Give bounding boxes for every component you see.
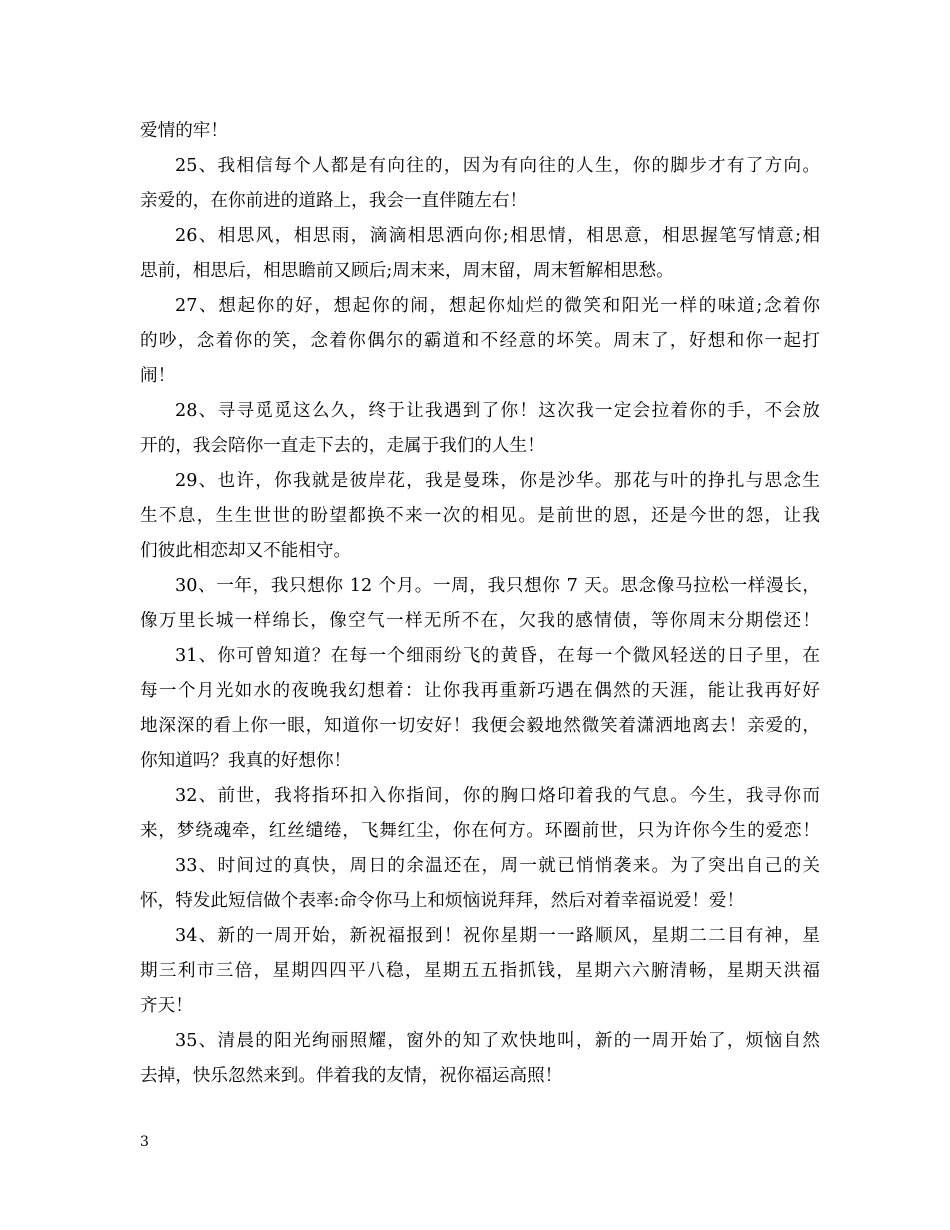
text-line: 闹！ — [140, 366, 176, 386]
text-line: 来，梦绕魂牵，红丝缱绻，飞舞红尘，你在何方。环圈前世，只为许你今生的爱恋！ — [140, 821, 820, 841]
text-line: 地深深的看上你一眼，知道你一切安好！我便会毅地然微笑着潇洒地离去！亲爱的， — [140, 716, 820, 736]
text-line: 爱情的牢！ — [140, 121, 228, 141]
text-line: 33、时间过的真快，周日的余温还在，周一就已悄悄袭来。为了突出自己的关 — [175, 856, 820, 876]
text-line: 齐天！ — [140, 996, 193, 1016]
text-line: 们彼此相恋却又不能相守。 — [140, 541, 352, 561]
text-line: 35、清晨的阳光绚丽照耀，窗外的知了欢快地叫，新的一周开始了，烦恼自然 — [175, 1031, 820, 1051]
text-line: 你知道吗？我真的好想你！ — [140, 751, 352, 771]
text-line: 26、相思风，相思雨，滴滴相思洒向你;相思情，相思意，相思握笔写情意;相 — [175, 226, 820, 246]
text-line: 亲爱的，在你前进的道路上，我会一直伴随左右！ — [140, 191, 528, 211]
text-line: 去掉，快乐忽然来到。伴着我的友情，祝你福运高照！ — [140, 1066, 563, 1086]
text-line: 34、新的一周开始，新祝福报到！祝你星期一一路顺风，星期二二目有神，星 — [175, 926, 820, 946]
text-line: 开的，我会陪你一直走下去的，走属于我们的人生！ — [140, 436, 545, 456]
text-line: 怀，特发此短信做个表率:命令你马上和烦恼说拜拜，然后对着幸福说爱！爱！ — [140, 891, 745, 911]
text-line: 32、前世，我将指环扣入你指间，你的胸口烙印着我的气息。今生，我寻你而 — [175, 786, 820, 806]
text-line: 29、也许，你我就是彼岸花，我是曼珠，你是沙华。那花与叶的挣扎与思念生 — [175, 471, 820, 491]
text-line: 生不息，生生世世的盼望都换不来一次的相见。是前世的恩，还是今世的怨，让我 — [140, 506, 820, 526]
text-line: 的吵，念着你的笑，念着你偶尔的霸道和不经意的坏笑。周末了，好想和你一起打 — [140, 331, 820, 351]
text-line: 28、寻寻觅觅这么久，终于让我遇到了你！这次我一定会拉着你的手，不会放 — [175, 401, 820, 421]
text-line: 期三利市三倍，星期四四平八稳，星期五五指抓钱，星期六六腑清畅，星期天洪福 — [140, 961, 820, 981]
text-line: 像万里长城一样绵长，像空气一样无所不在，欠我的感情债，等你周末分期偿还！ — [140, 611, 820, 631]
text-line: 27、想起你的好，想起你的闹，想起你灿烂的微笑和阳光一样的味道;念着你 — [175, 296, 820, 316]
text-line: 每一个月光如水的夜晚我幻想着：让你我再重新巧遇在偶然的天涯，能让我再好好 — [140, 681, 820, 701]
text-line: 25、我相信每个人都是有向往的，因为有向往的人生，你的脚步才有了方向。 — [175, 156, 820, 176]
text-line: 31、你可曾知道？在每一个细雨纷飞的黄昏，在每一个微风轻送的日子里，在 — [175, 646, 820, 666]
page-number: 3 — [140, 1134, 149, 1150]
text-line: 思前，相思后，相思瞻前又顾后;周末来，周末留，周末暂解相思愁。 — [140, 261, 674, 281]
body-text — [140, 116, 820, 1096]
text-line: 30、一年，我只想你 12 个月。一周，我只想你 7 天。思念像马拉松一样漫长， — [175, 576, 820, 596]
